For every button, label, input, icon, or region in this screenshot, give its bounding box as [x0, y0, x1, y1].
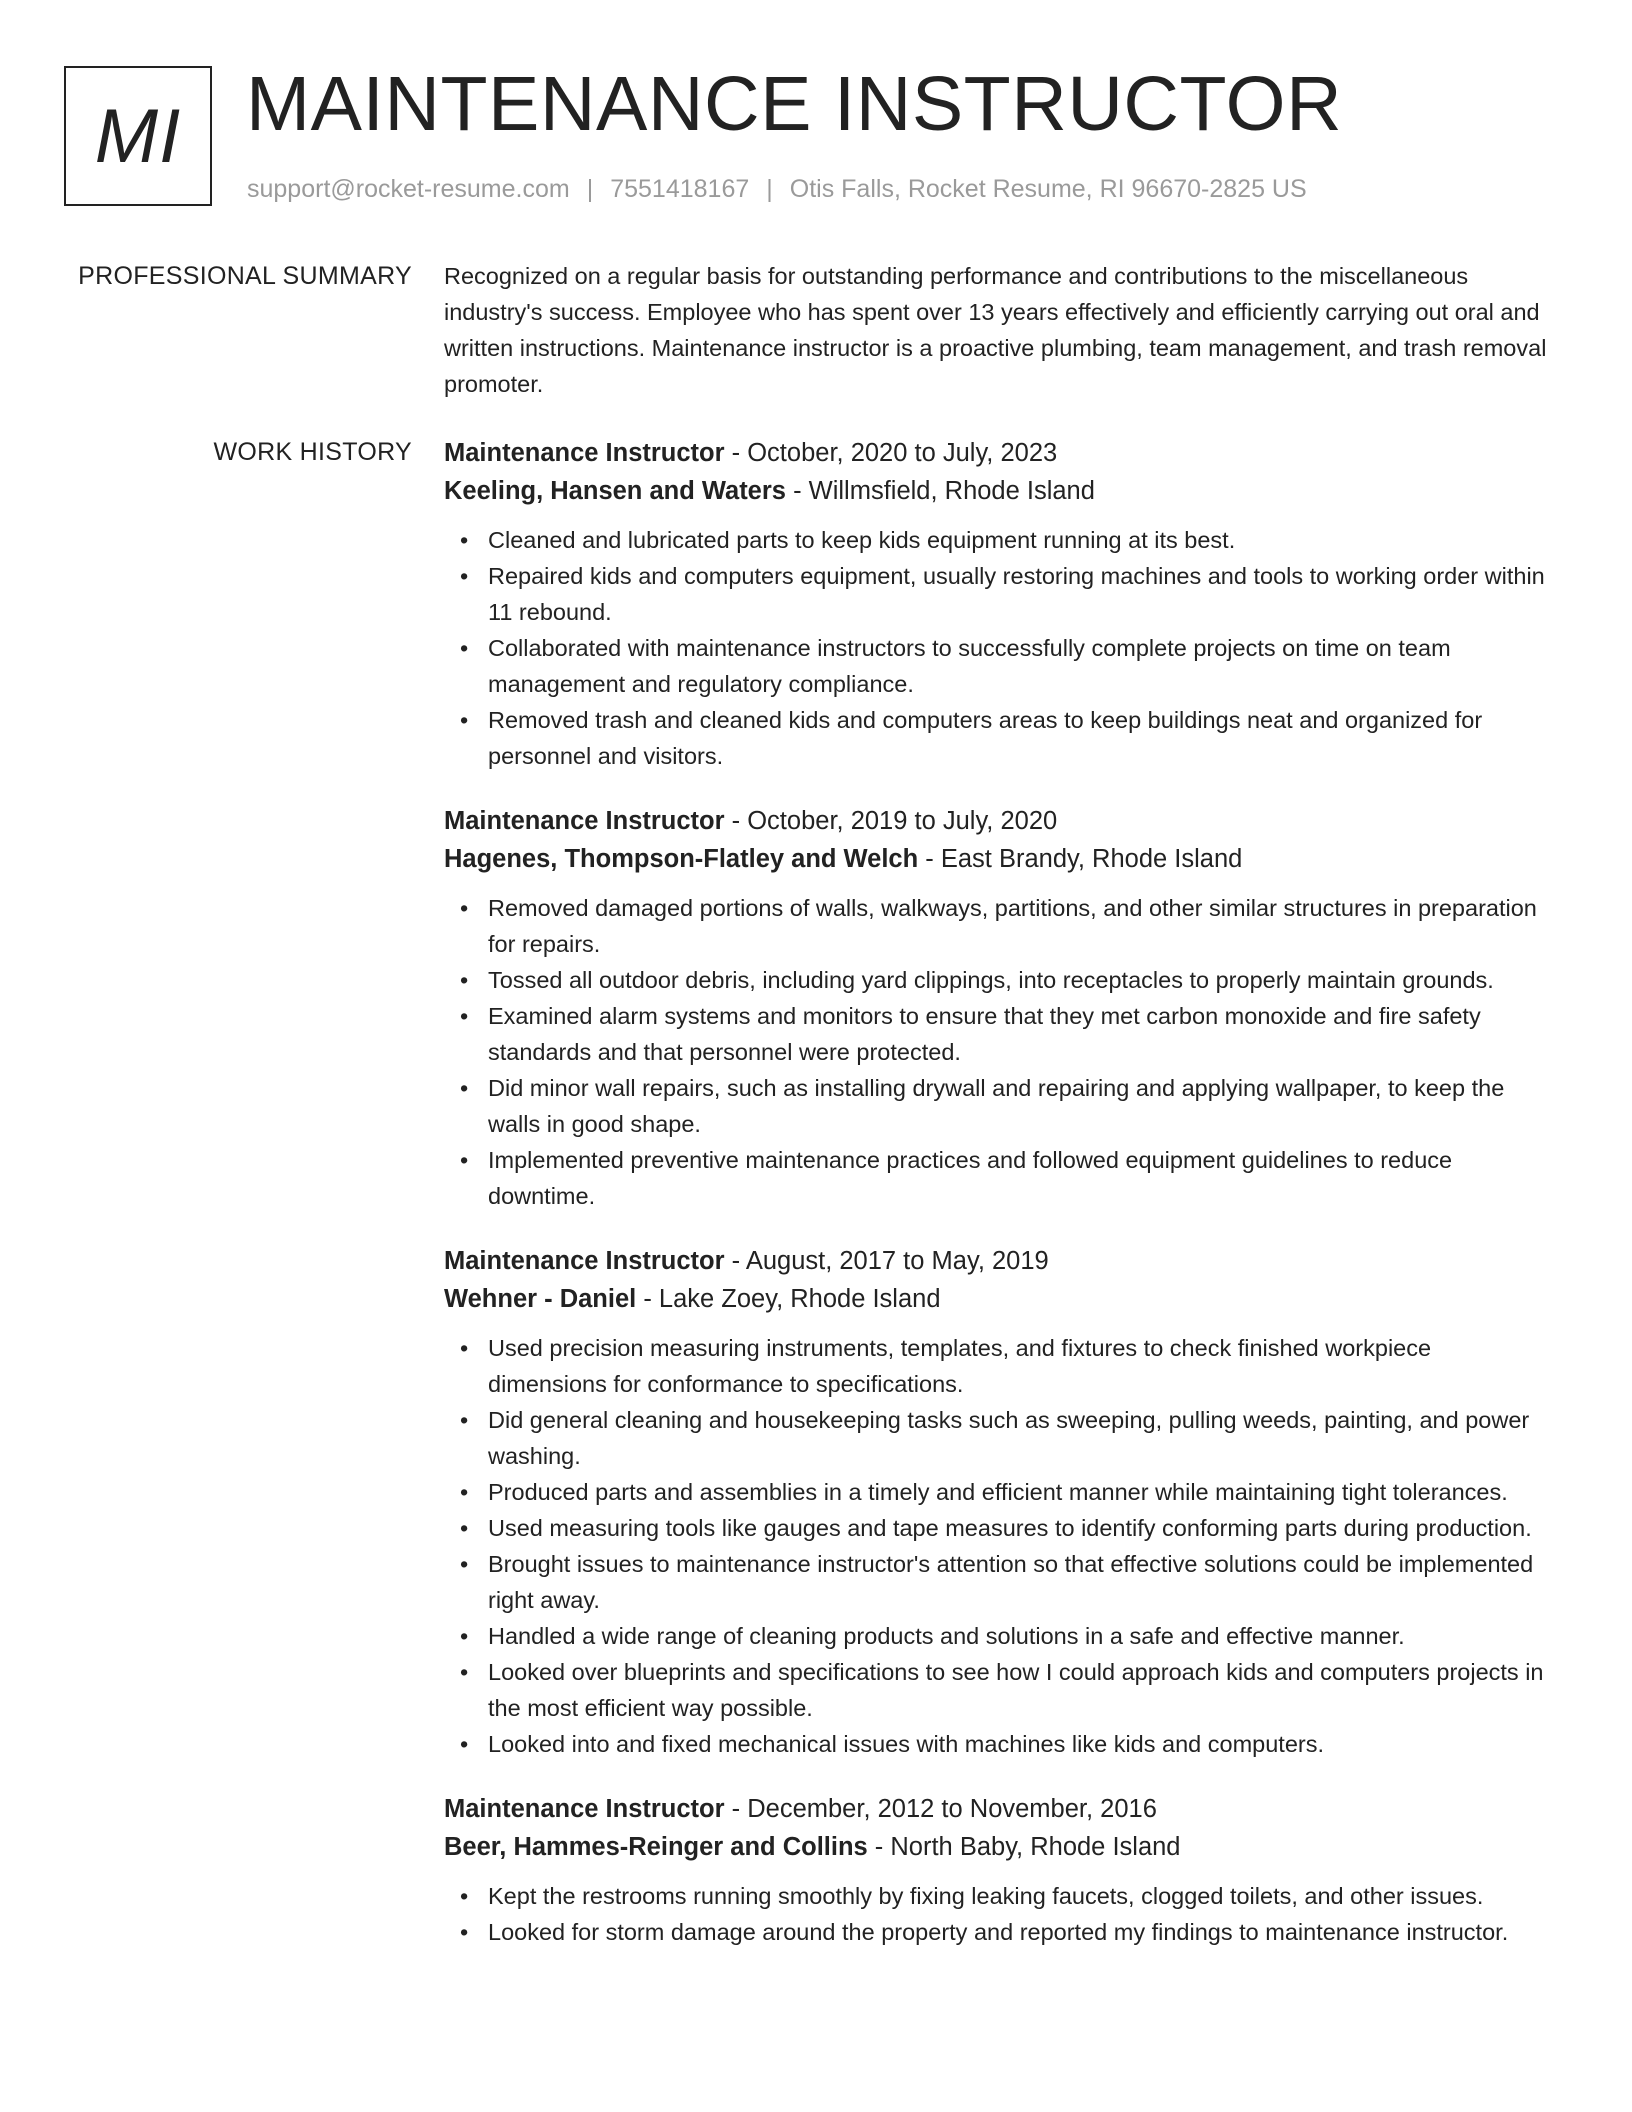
job-bullet: [444, 1070, 1552, 1142]
company-location: - Willmsfield, Rhode Island: [785, 477, 1095, 505]
job-title-line: [444, 434, 1552, 472]
job-bullet-list: [444, 1330, 1552, 1762]
job-bullet-text: Removed trash and cleaned kids and computers areas to keep buildings neat and organized for personnel and visitors.: [488, 707, 1483, 769]
job-title-line: [444, 802, 1552, 840]
company-name: Wehner - Daniel: [444, 1285, 637, 1313]
job-bullet-list: [444, 522, 1552, 774]
bullet-dot-icon: •: [460, 635, 469, 661]
bullet-dot-icon: •: [460, 1335, 469, 1361]
bullet-dot-icon: •: [460, 1147, 469, 1173]
job-title: Maintenance Instructor: [444, 439, 725, 467]
job-bullet-text: Looked for storm damage around the property and reported my findings to maintenance instructor.: [488, 1919, 1509, 1945]
job-bullet-text: Cleaned and lubricated parts to keep kids equipment running at its best.: [488, 527, 1236, 553]
bullet-dot-icon: •: [460, 1623, 469, 1649]
job-bullet: [444, 1474, 1552, 1510]
job-bullet-text: Examined alarm systems and monitors to ensure that they met carbon monoxide and fire safety standards and that personnel were protected.: [488, 1003, 1481, 1065]
resume-header: [64, 61, 1568, 210]
job-bullet: [444, 1654, 1552, 1726]
job-company-line: [444, 1280, 1552, 1318]
job-bullet: [444, 1546, 1552, 1618]
job-bullet-text: Did general cleaning and housekeeping tasks such as sweeping, pulling weeds, painting, and power washing.: [488, 1407, 1530, 1469]
job-bullet: [444, 1726, 1552, 1762]
bullet-dot-icon: •: [460, 1075, 469, 1101]
section-heading-summary: PROFESSIONAL SUMMARY: [78, 262, 412, 290]
job-bullet: [444, 998, 1552, 1070]
company-name: Keeling, Hansen and Waters: [444, 477, 786, 505]
bullet-dot-icon: •: [460, 1479, 469, 1505]
job-bullet: [444, 1330, 1552, 1402]
job-bullet-text: Implemented preventive maintenance practices and followed equipment guidelines to reduce downtime.: [488, 1147, 1453, 1209]
job-bullet-text: Removed damaged portions of walls, walkways, partitions, and other similar structures in preparation for repairs.: [488, 895, 1537, 957]
bullet-dot-icon: •: [460, 1407, 469, 1433]
work-history-list: [444, 434, 1552, 1978]
job-bullet: [444, 962, 1552, 998]
job-bullet-text: Looked into and fixed mechanical issues with machines like kids and computers.: [488, 1731, 1324, 1757]
bullet-dot-icon: •: [460, 527, 469, 553]
job-entry: [444, 802, 1552, 1214]
monogram-logo: MI: [64, 66, 212, 206]
job-bullet-list: [444, 1878, 1552, 1950]
job-bullet-text: Kept the restrooms running smoothly by fixing leaking faucets, clogged toilets, and other issues.: [488, 1883, 1484, 1909]
job-bullet: [444, 1878, 1552, 1914]
job-entry: [444, 1790, 1552, 1950]
job-title: Maintenance Instructor: [444, 807, 725, 835]
job-bullet-text: Used precision measuring instruments, templates, and fixtures to check finished workpiece dimensions for conformance to specifications.: [488, 1335, 1432, 1397]
company-location: - North Baby, Rhode Island: [867, 1833, 1181, 1861]
candidate-name: MAINTENANCE INSTRUCTOR: [246, 61, 1343, 147]
job-bullet: [444, 702, 1552, 774]
bullet-dot-icon: •: [460, 1659, 469, 1685]
bullet-dot-icon: •: [460, 1515, 469, 1541]
job-company-line: [444, 472, 1552, 510]
company-location: - East Brandy, Rhode Island: [918, 845, 1243, 873]
contact-line: [247, 173, 1307, 206]
job-company-line: [444, 840, 1552, 878]
bullet-dot-icon: •: [460, 707, 469, 733]
job-bullet: [444, 630, 1552, 702]
contact-separator: |: [586, 175, 594, 203]
bullet-dot-icon: •: [460, 895, 469, 921]
job-title-line: [444, 1790, 1552, 1828]
job-entry: [444, 1242, 1552, 1762]
company-location: - Lake Zoey, Rhode Island: [636, 1285, 941, 1313]
bullet-dot-icon: •: [460, 1919, 469, 1945]
job-bullet-text: Handled a wide range of cleaning products and solutions in a safe and effective manner.: [488, 1623, 1405, 1649]
job-bullet-text: Produced parts and assemblies in a timely and efficient manner while maintaining tight tolerances.: [488, 1479, 1508, 1505]
bullet-dot-icon: •: [460, 1551, 469, 1577]
job-bullet: [444, 1510, 1552, 1546]
job-title-line: [444, 1242, 1552, 1280]
summary-text: Recognized on a regular basis for outstanding performance and contributions to the miscellaneous industry's success. Employee who has spent over 13 years effectively and efficiently carrying out oral and written instructions. Maintenance instructor is a proactive plumbing, team management, and trash removal promoter.: [444, 263, 1547, 397]
job-dates: - October, 2020 to July, 2023: [724, 439, 1058, 467]
company-name: Beer, Hammes-Reinger and Collins: [444, 1833, 868, 1861]
job-bullet-text: Collaborated with maintenance instructors to successfully complete projects on time on team management and regulatory compliance.: [488, 635, 1451, 697]
job-dates: - December, 2012 to November, 2016: [724, 1795, 1157, 1823]
job-company-line: [444, 1828, 1552, 1866]
job-bullet: [444, 890, 1552, 962]
job-bullet-text: Looked over blueprints and specifications to see how I could approach kids and computers projects in the most efficient way possible.: [488, 1659, 1544, 1721]
bullet-dot-icon: •: [460, 1731, 469, 1757]
job-dates: - October, 2019 to July, 2020: [724, 807, 1058, 835]
bullet-dot-icon: •: [460, 563, 469, 589]
section-heading-work-history: WORK HISTORY: [213, 438, 412, 466]
job-bullet-list: [444, 890, 1552, 1214]
job-bullet-text: Used measuring tools like gauges and tape measures to identify conforming parts during production.: [488, 1515, 1532, 1541]
bullet-dot-icon: •: [460, 1003, 469, 1029]
bullet-dot-icon: •: [460, 1883, 469, 1909]
contact-separator: |: [766, 175, 773, 203]
job-bullet-text: Did minor wall repairs, such as installing drywall and repairing and applying wallpaper, to keep the walls in good shape.: [488, 1075, 1505, 1137]
bullet-dot-icon: •: [460, 967, 469, 993]
contact-email[interactable]: support@rocket-resume.com: [247, 175, 570, 203]
job-title: Maintenance Instructor: [444, 1247, 725, 1275]
job-dates: - August, 2017 to May, 2019: [724, 1247, 1049, 1275]
contact-phone[interactable]: 7551418167: [610, 175, 750, 203]
job-bullet: [444, 1618, 1552, 1654]
job-bullet: [444, 1402, 1552, 1474]
job-entry: [444, 434, 1552, 774]
job-bullet-text: Tossed all outdoor debris, including yard clippings, into receptacles to properly maintain grounds.: [488, 967, 1494, 993]
company-name: Hagenes, Thompson-Flatley and Welch: [444, 845, 919, 873]
contact-address: Otis Falls, Rocket Resume, RI 96670-2825 US: [789, 175, 1307, 203]
job-bullet: [444, 1142, 1552, 1214]
job-bullet-text: Repaired kids and computers equipment, usually restoring machines and tools to working order within 11 rebound.: [488, 563, 1545, 625]
job-bullet: [444, 558, 1552, 630]
job-title: Maintenance Instructor: [444, 1795, 725, 1823]
job-bullet: [444, 522, 1552, 558]
job-bullet: [444, 1914, 1552, 1950]
job-bullet-text: Brought issues to maintenance instructor's attention so that effective solutions could be implemented right away.: [488, 1551, 1534, 1613]
